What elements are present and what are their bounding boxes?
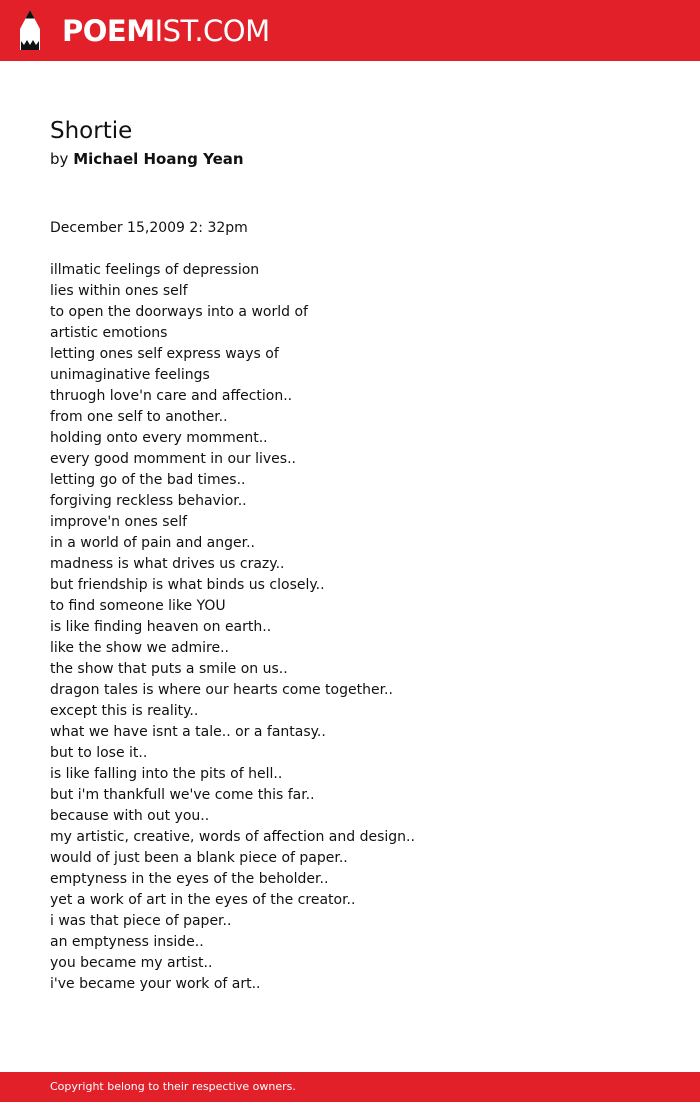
poem-line: lies within ones self [50, 283, 188, 299]
poem-line: unimaginative feelings [50, 367, 210, 383]
poem-line: yet a work of art in the eyes of the creator.. [50, 892, 356, 908]
poem-date: December 15,2009 2: 32pm [50, 220, 248, 236]
poem-line: to open the doorways into a world of [50, 304, 308, 320]
poem-line: forgiving reckless behavior.. [50, 493, 247, 509]
poem-line: because with out you.. [50, 808, 210, 824]
pen-nib-icon [18, 9, 42, 51]
poem-line: holding onto every momment.. [50, 430, 268, 446]
poem-line: i've became your work of art.. [50, 976, 261, 992]
poem-line: the show that puts a smile on us.. [50, 661, 288, 677]
poem-title: Shortie [50, 118, 133, 144]
copyright-notice: Copyright belong to their respective owners. [50, 1080, 296, 1093]
poem-line: is like finding heaven on earth.. [50, 619, 272, 635]
poem-line: but friendship is what binds us closely.. [50, 577, 325, 593]
poem-line: what we have isnt a tale.. or a fantasy.. [50, 724, 326, 740]
stanza-gap [50, 239, 415, 260]
poem-line: my artistic, creative, words of affection and design.. [50, 829, 415, 845]
poem-line: i was that piece of paper.. [50, 913, 232, 929]
poem-line: is like falling into the pits of hell.. [50, 766, 283, 782]
poem-line: letting ones self express ways of [50, 346, 279, 362]
poem-line: illmatic feelings of depression [50, 262, 260, 278]
author-name: Michael Hoang Yean [73, 150, 244, 168]
poem-line: would of just been a blank piece of paper.. [50, 850, 348, 866]
poem-line: madness is what drives us crazy.. [50, 556, 285, 572]
brand-name-bold: POEM [62, 14, 155, 48]
poem-line: to find someone like YOU [50, 598, 226, 614]
poem-line: you became my artist.. [50, 955, 213, 971]
poem-line: artistic emotions [50, 325, 168, 341]
poem-line: dragon tales is where our hearts come together.. [50, 682, 393, 698]
poem-line: improve'n ones self [50, 514, 188, 530]
poem-line: emptyness in the eyes of the beholder.. [50, 871, 329, 887]
by-label: by [50, 150, 69, 168]
byline [50, 148, 244, 170]
poem-line: an emptyness inside.. [50, 934, 204, 950]
poem-body [50, 218, 415, 995]
brand-name-light: IST.COM [154, 14, 270, 48]
poem-line: every good momment in our lives.. [50, 451, 296, 467]
poem-line: except this is reality.. [50, 703, 199, 719]
site-header [0, 0, 700, 61]
poem-line: in a world of pain and anger.. [50, 535, 255, 551]
poem-line: but i'm thankfull we've come this far.. [50, 787, 315, 803]
poem-line: thruogh love'n care and affection.. [50, 388, 293, 404]
poem-line: letting go of the bad times.. [50, 472, 246, 488]
site-footer [0, 1072, 700, 1102]
poem-line: from one self to another.. [50, 409, 228, 425]
site-logo[interactable] [62, 13, 270, 49]
poem-line: like the show we admire.. [50, 640, 229, 656]
poem-line: but to lose it.. [50, 745, 148, 761]
